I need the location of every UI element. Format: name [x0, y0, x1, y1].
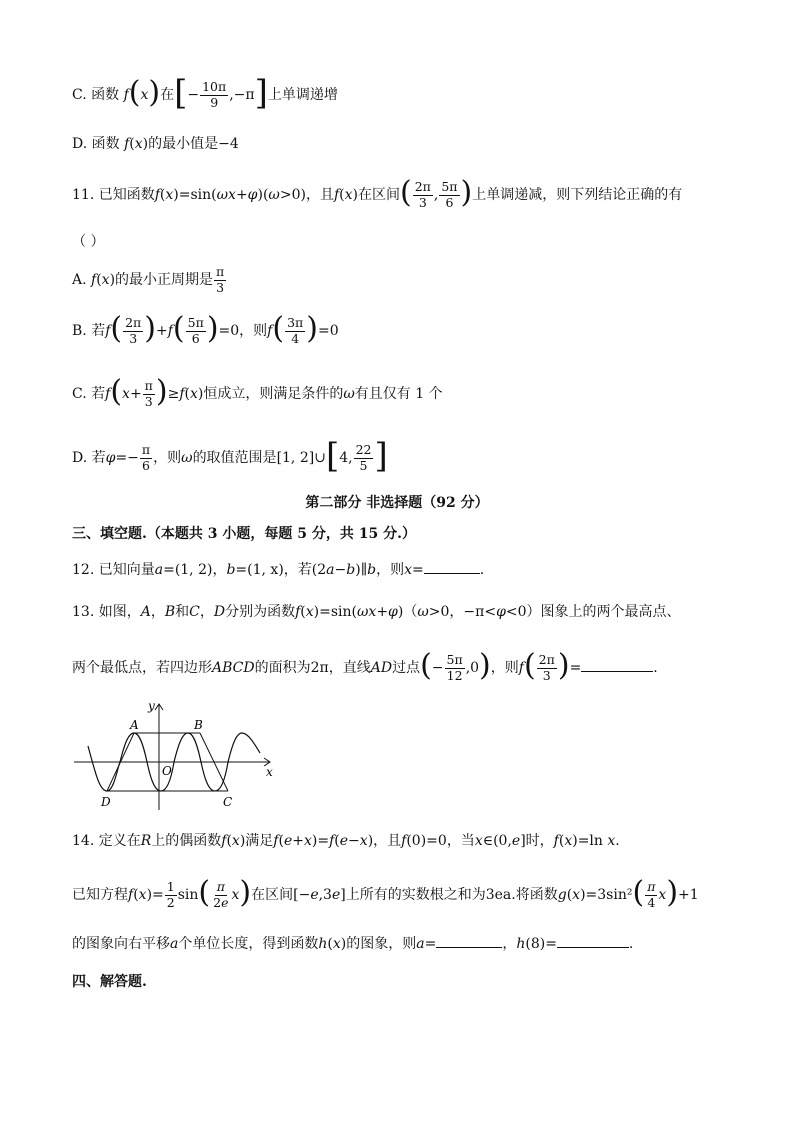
sine-graph-figure — [70, 698, 290, 818]
label-a: A — [130, 718, 139, 732]
answer-blank[interactable] — [581, 671, 653, 672]
q13-line1: 13. 如图，A，B和C，D分别为函数f(x)=sin(ωx+φ)（ω>0，−π<φ<0）图象上的两个最高点、 — [72, 604, 681, 620]
label-c: C — [223, 795, 233, 809]
q11-option-b: B. 若f( $\frac{2\pi}{3}$ )+f( $\frac{5\pi}{6}$ )=0，则f( $\frac{3\pi}{4}$ )=0 — [72, 311, 339, 346]
q13-line2: 两个最低点，若四边形ABCD的面积为2π，直线AD过点(− $\frac{5\pi}{12}$ ,0)，则f( $\frac{2\pi}{3}$ )= . — [72, 648, 658, 683]
answer-blank[interactable] — [557, 947, 629, 948]
q14-line2: 已知方程f(x)= $\frac{1}{2}$ sin( $\frac{\pi}{2e}$ x)在区间[−e,3e]上所有的实数根之和为3ea.将函数g(x)=3sin²( $\frac{\pi}{4}$ x)+1 — [72, 875, 699, 910]
answer-blank[interactable] — [436, 947, 502, 948]
q14-line3: 的图象向右平移a个单位长度，得到函数h(x)的图象，则a= ，h(8)= . — [72, 936, 634, 952]
label-x: x — [266, 765, 273, 779]
q10-option-c: C. 函数 f(x)在[− $\frac{10\pi}{9}$ ,−π]上单调递增 — [72, 73, 338, 113]
q11-option-d: D. 若φ=− $\frac{\pi}{6}$ ，则ω的取值范围是[1, 2]∪[4, $\frac{22}{5}$ ] — [72, 436, 388, 476]
q11-stem: 11. 已知函数f(x)=sin(ωx+φ)(ω>0)，且f(x)在区间( $\frac{2\pi}{3}$ , $\frac{5\pi}{6}$ )上单调递减，则下列结论正确的有 — [72, 175, 683, 210]
q11-option-a: A. f(x)的最小正周期是 $\frac{\pi}{3}$ — [72, 264, 225, 295]
label-y: y — [148, 699, 155, 713]
q11-option-c: C. 若f(x+ $\frac{\pi}{3}$ )≥f(x)恒成立，则满足条件的ω有且仅有 1 个 — [72, 374, 443, 409]
section-2-title: 第二部分 非选择题（92 分） — [305, 495, 489, 511]
q10-option-d: D. 函数 f(x)的最小值是−4 — [72, 136, 239, 152]
q14-line1: 14. 定义在R上的偶函数f(x)满足f(e+x)=f(e−x)，且f(0)=0，当x∈(0,e]时，f(x)=ln x. — [72, 833, 620, 849]
fill-in-heading: 三、填空题.（本题共 3 小题，每题 5 分，共 15 分.） — [72, 526, 416, 542]
q12: 12. 已知向量a=(1, 2)，b=(1, x)，若(2a−b)∥b，则x= . — [72, 562, 485, 578]
label-o: O — [162, 764, 172, 778]
label-d: D — [101, 795, 111, 809]
section-4-heading: 四、解答题. — [72, 974, 147, 990]
q11-answer-paren: （ ） — [72, 234, 105, 250]
fraction: $\frac{10\pi}{9}$ — [202, 79, 227, 110]
answer-blank[interactable] — [424, 573, 480, 574]
label-b: B — [194, 718, 203, 732]
